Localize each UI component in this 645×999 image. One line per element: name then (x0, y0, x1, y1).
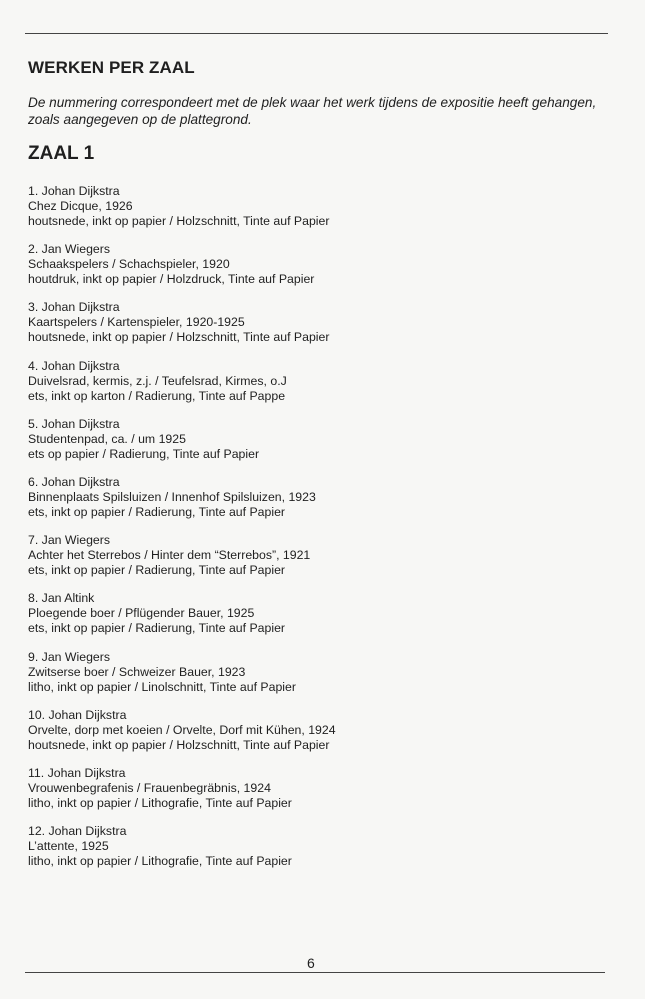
work-title: Achter het Sterrebos / Hinter dem “Sterrebos”, 1921 (28, 548, 311, 563)
work-artist: 5. Johan Dijkstra (28, 416, 120, 431)
work-title: Vrouwenbegrafenis / Frauenbegräbnis, 1924 (28, 780, 271, 795)
work-item (28, 417, 608, 462)
work-title: Studentenpad, ca. / um 1925 (28, 431, 186, 446)
work-artist: 10. Johan Dijkstra (28, 707, 127, 722)
work-artist: 7. Jan Wiegers (28, 533, 111, 548)
work-artist: 9. Jan Wiegers (28, 649, 111, 664)
work-item (28, 300, 608, 345)
works-list (28, 184, 608, 869)
work-artist: 6. Johan Dijkstra (28, 474, 120, 489)
work-title: Schaakspelers / Schachspieler, 1920 (28, 257, 230, 272)
work-technique: houtsnede, inkt op papier / Holzschnitt, Tinte auf Papier (28, 214, 330, 228)
work-item (28, 184, 608, 229)
page-content (28, 57, 608, 882)
work-item (28, 475, 608, 520)
room-title: ZAAL 1 (28, 143, 95, 164)
work-item (28, 242, 608, 287)
work-title: Duivelsrad, kermis, z.j. / Teufelsrad, Kirmes, o.J (28, 373, 287, 388)
work-artist: 12. Johan Dijkstra (28, 824, 127, 839)
work-title: Ploegende boer / Pflügender Bauer, 1925 (28, 606, 255, 621)
work-technique: houtdruk, inkt op papier / Holzdruck, Tinte auf Papier (28, 272, 315, 287)
work-item (28, 359, 608, 404)
work-technique: ets op papier / Radierung, Tinte auf Papier (28, 446, 260, 461)
work-technique: ets, inkt op karton / Radierung, Tinte auf Pappe (28, 388, 286, 403)
work-technique: litho, inkt op papier / Linolschnitt, Tinte auf Papier (28, 679, 296, 694)
work-artist: 2. Jan Wiegers (28, 242, 111, 257)
work-technique: litho, inkt op papier / Lithografie, Tinte auf Papier (28, 854, 292, 869)
bottom-divider (25, 972, 605, 973)
work-title: Orvelte, dorp met koeien / Orvelte, Dorf mit Kühen, 1924 (28, 722, 336, 737)
work-artist: 4. Johan Dijkstra (28, 358, 120, 373)
work-artist: 3. Johan Dijkstra (28, 300, 120, 315)
work-artist: 8. Jan Altink (28, 591, 95, 606)
work-item (28, 591, 608, 636)
work-item (28, 533, 608, 578)
top-divider (25, 33, 608, 34)
page-heading: WERKEN PER ZAAL (28, 58, 195, 77)
work-title: Kaartspelers / Kartenspieler, 1920-1925 (28, 315, 245, 330)
work-item (28, 766, 608, 811)
work-technique: litho, inkt op papier / Lithografie, Tinte auf Papier (28, 795, 292, 810)
work-technique: houtsnede, inkt op papier / Holzschnitt, Tinte auf Papier (28, 737, 330, 752)
work-title: Chez Dicque, 1926 (28, 199, 133, 213)
work-item (28, 824, 608, 869)
work-item (28, 650, 608, 695)
work-technique: ets, inkt op papier / Radierung, Tinte auf Papier (28, 621, 286, 636)
work-technique: ets, inkt op papier / Radierung, Tinte auf Papier (28, 563, 286, 578)
work-technique: houtsnede, inkt op papier / Holzschnitt, Tinte auf Papier (28, 330, 330, 345)
work-artist: 11. Johan Dijkstra (28, 765, 126, 780)
work-item (28, 708, 608, 753)
work-title: Binnenplaats Spilsluizen / Innenhof Spilsluizen, 1923 (28, 489, 316, 504)
work-technique: ets, inkt op papier / Radierung, Tinte auf Papier (28, 504, 286, 519)
page-number: 6 (307, 955, 315, 971)
work-title: L’attente, 1925 (28, 839, 109, 854)
intro-text: De nummering correspondeert met de plek waar het werk tijdens de expositie heeft gehangen, zoals aangegeven op de plattegrond. (28, 95, 597, 127)
work-title: Zwitserse boer / Schweizer Bauer, 1923 (28, 664, 246, 679)
work-artist: 1. Johan Dijkstra (28, 184, 120, 198)
